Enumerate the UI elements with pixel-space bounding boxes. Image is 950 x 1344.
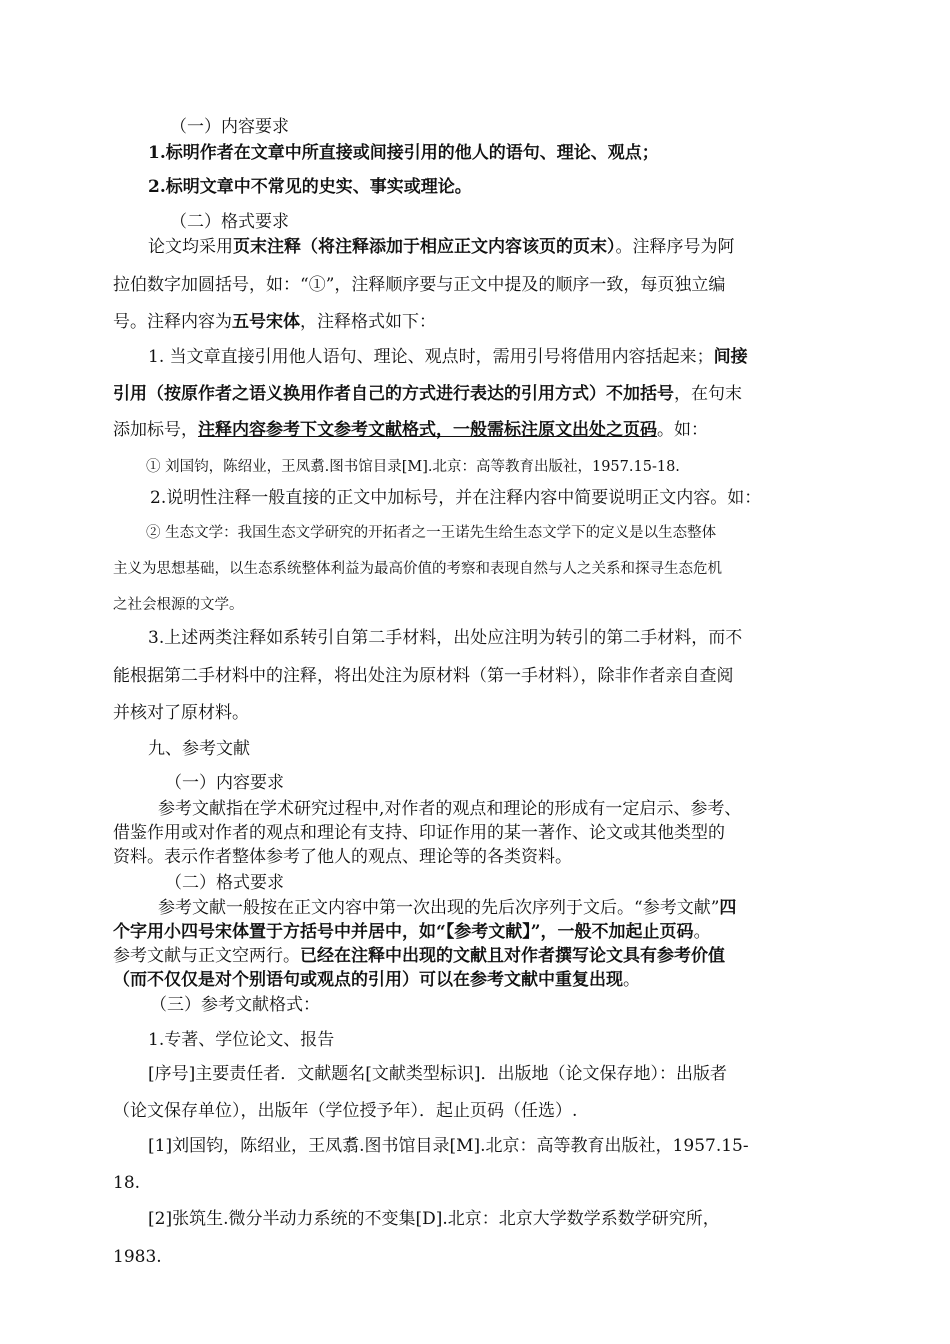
notes-rule-3-line-3: 并核对了原材料。 (113, 703, 249, 723)
references-format-line-1: 参考文献一般按在正文内容中第一次出现的先后次序列于文后。“参考文献”四 (158, 898, 737, 918)
references-style-item: 1.专著、学位论文、报告 (148, 1030, 335, 1050)
notes-rule-3-line-1: 3.上述两类注释如系转引自第二手材料，出处应注明为转引的第二手材料，而不 (148, 628, 743, 648)
references-format-line-4: （而不仅仅是对个别语句或观点的引用）可以在参考文献中重复出现。 (113, 970, 640, 990)
references-format-line-2: 个字用小四号宋体置于方括号中并居中，如“【参考文献】”，一般不加起止页码。 (113, 922, 711, 942)
references-format-heading: （二）格式要求 (165, 873, 284, 893)
notes-rule-1-line-1: 1. 当文章直接引用他人语句、理论、观点时，需用引号将借用内容括起来；间接 (148, 347, 748, 367)
references-content-line-1: 参考文献指在学术研究过程中,对作者的观点和理论的形成有一定启示、参考、 (158, 799, 742, 819)
reference-example-2-line-1: [2]张筑生.微分半动力系统的不变集[D].北京：北京大学数学系数学研究所， (148, 1209, 720, 1229)
notes-rule-2: 2.说明性注释一般直接的正文中加标号，并在注释内容中简要说明正文内容。如： (150, 488, 762, 508)
references-style-heading: （三）参考文献格式： (150, 995, 320, 1015)
notes-content-item-2: 2.标明文章中不常见的史实、事实或理论。 (148, 177, 472, 197)
references-content-line-2: 借鉴作用或对作者的观点和理论有支持、印证作用的某一著作、论文或其他类型的 (113, 823, 725, 843)
notes-rule-2-example-line-1: ② 生态文学：我国生态文学研究的开拓者之一王诺先生给生态文学下的定义是以生态整体 (146, 525, 717, 541)
reference-example-1-line-2: 18. (113, 1173, 141, 1193)
references-format-line-3: 参考文献与正文空两行。已经在注释中出现的文献且对作者撰写论文具有参考价值 (113, 946, 725, 966)
references-content-line-3: 资料。表示作者整体参考了他人的观点、理论等的各类资料。 (113, 847, 572, 867)
notes-intro-line-3: 号。注释内容为五号宋体，注释格式如下： (113, 312, 436, 332)
notes-format-heading: （二）格式要求 (170, 212, 289, 232)
references-section-title: 九、参考文献 (148, 739, 250, 759)
references-template-line-1: [序号]主要责任者．文献题名[文献类型标识]．出版地（论文保存地）：出版者 (148, 1064, 728, 1084)
notes-rule-1-example: ① 刘国钧，陈绍业，王凤翥.图书馆目录[M].北京：高等教育出版社，1957.15-18. (146, 459, 680, 475)
notes-rule-3-line-2: 能根据第二手材料中的注释，将出处注为原材料（第一手材料），除非作者亲自查阅 (113, 666, 734, 686)
notes-content-heading: （一）内容要求 (170, 117, 289, 137)
reference-example-1-line-1: [1]刘国钧，陈绍业，王凤翥.图书馆目录[M].北京：高等教育出版社，1957.15- (148, 1136, 749, 1156)
notes-intro-line-2: 拉伯数字加圆括号，如：“①”，注释顺序要与正文中提及的顺序一致，每页独立编 (113, 275, 726, 295)
notes-rule-2-example-line-2: 主义为思想基础，以生态系统整体利益为最高价值的考察和表现自然与人之关系和探寻生态危机 (113, 561, 722, 577)
notes-rule-1-line-3: 添加标号，注释内容参考下文参考文献格式，一般需标注原文出处之页码。如： (113, 420, 708, 440)
references-template-line-2: （论文保存单位），出版年（学位授予年）．起止页码（任选）. (113, 1101, 578, 1121)
notes-content-item-1: 1.标明作者在文章中所直接或间接引用的他人的语句、理论、观点； (148, 143, 659, 163)
references-content-heading: （一）内容要求 (165, 773, 284, 793)
notes-rule-1-line-2: 引用（按原作者之语义换用作者自己的方式进行表达的引用方式）不加括号，在句末 (113, 384, 742, 404)
reference-example-2-line-2: 1983. (113, 1247, 162, 1267)
notes-rule-2-example-line-3: 之社会根源的文学。 (113, 597, 244, 613)
notes-intro-line-1: 论文均采用页末注释（将注释添加于相应正文内容该页的页末）。注释序号为阿 (148, 237, 735, 257)
